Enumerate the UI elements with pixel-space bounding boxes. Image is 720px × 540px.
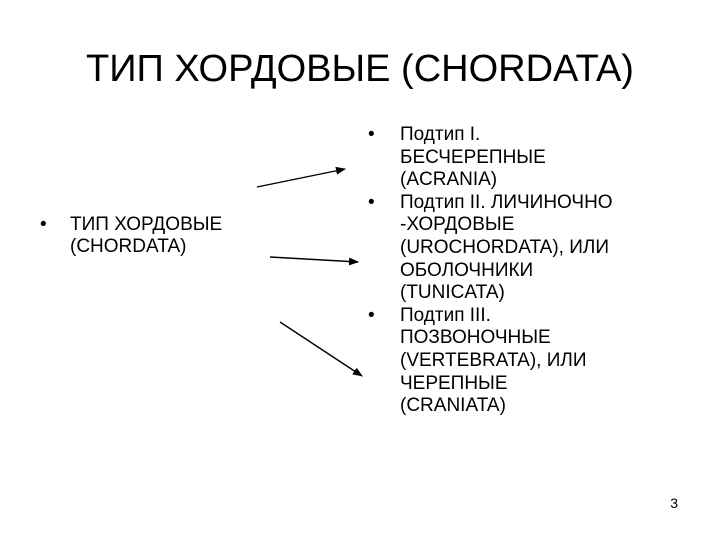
subtype-line: (TUNICATA) <box>400 282 505 304</box>
subtype-line: Подтип II. ЛИЧИНОЧНО <box>400 191 613 213</box>
subtype-line: Подтип I. <box>400 124 481 145</box>
subtype-line: (UROCHORDATA), ИЛИ <box>400 236 610 258</box>
subtype-line: ПОЗВОНОЧНЫЕ <box>400 327 551 349</box>
arrow-to-acrania <box>257 169 345 187</box>
subtype-line: -ХОРДОВЫЕ <box>400 214 515 236</box>
left-item-line: (CHORDATA) <box>70 236 187 257</box>
arrow-to-vertebrata <box>280 322 362 376</box>
left-item-line: ТИП ХОРДОВЫЕ <box>70 214 223 235</box>
slide-title: ТИП ХОРДОВЫЕ (CHORDATA) <box>86 48 634 90</box>
bullet-icon: • <box>368 124 375 145</box>
subtype-line: (CRANIATA) <box>400 395 506 417</box>
bullet-icon: • <box>40 214 47 235</box>
subtype-line: БЕСЧЕРЕПНЫЕ <box>400 146 546 168</box>
subtype-line: Подтип III. <box>400 304 491 326</box>
bullet-icon: • <box>368 191 375 213</box>
subtype-line: (VERTEBRATA), ИЛИ <box>400 349 587 371</box>
arrow-to-urochordata <box>270 257 358 262</box>
subtype-line: ОБОЛОЧНИКИ <box>400 259 534 281</box>
subtype-line: (ACRANIA) <box>400 169 498 191</box>
page-number: 3 <box>670 495 678 511</box>
bullet-icon: • <box>368 304 375 326</box>
subtype-line: ЧЕРЕПНЫЕ <box>400 372 508 394</box>
